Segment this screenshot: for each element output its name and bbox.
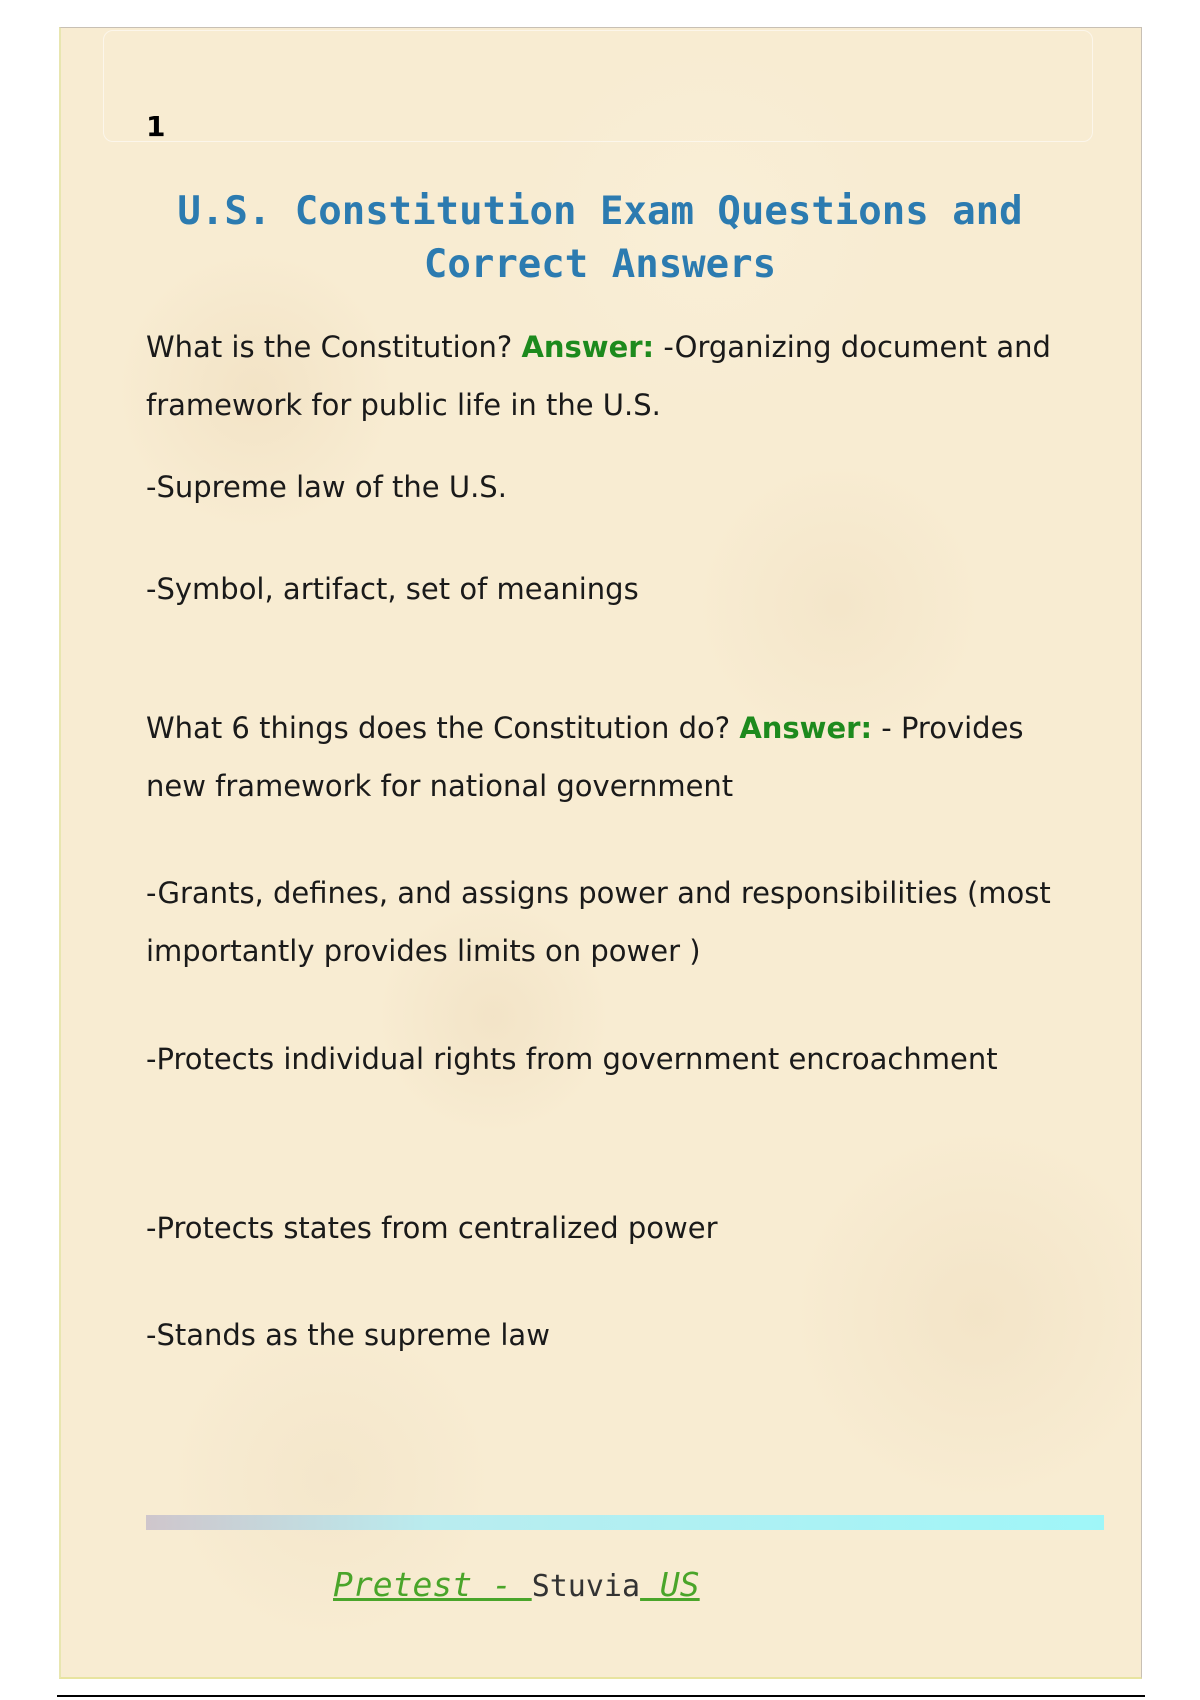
answer-point: -Stands as the supreme law [146,1318,550,1352]
divider-bar [146,1515,1104,1530]
question-text: What 6 things does the Constitution do? [146,711,740,745]
question-text: What is the Constitution? [146,330,522,364]
answer-point: -Grants, defines, and assigns power and responsibilities (most importantly provides limits on power ) [146,876,1051,968]
answer-text: -Organizing document and framework for public life in the U.S. [146,330,1051,422]
footer-attribution [333,1565,700,1607]
answer-point: -Supreme law of the U.S. [146,470,507,504]
answer-point: -Symbol, artifact, set of meanings [146,572,639,606]
footer-us-link[interactable]: US [640,1565,700,1604]
answer-text: - Provides new framework for national government [146,711,1024,803]
document-title: U.S. Constitution Exam Questions and Correct Answers [177,189,1023,287]
page-number: 1 [146,110,166,143]
footer-site-name: Stuvia [531,1569,641,1604]
answer-point: -Protects states from centralized power [146,1211,718,1245]
bottom-rule [57,1695,1145,1697]
answer-label: Answer: [521,330,655,364]
qa-item-2 [146,699,1086,815]
footer-pretest-link[interactable]: Pretest - [333,1565,532,1604]
answer-label: Answer: [739,711,873,745]
qa-item-1 [146,318,1086,434]
header-frame [103,30,1093,142]
answer-point: -Protects individual rights from government encroachment [146,1042,998,1076]
